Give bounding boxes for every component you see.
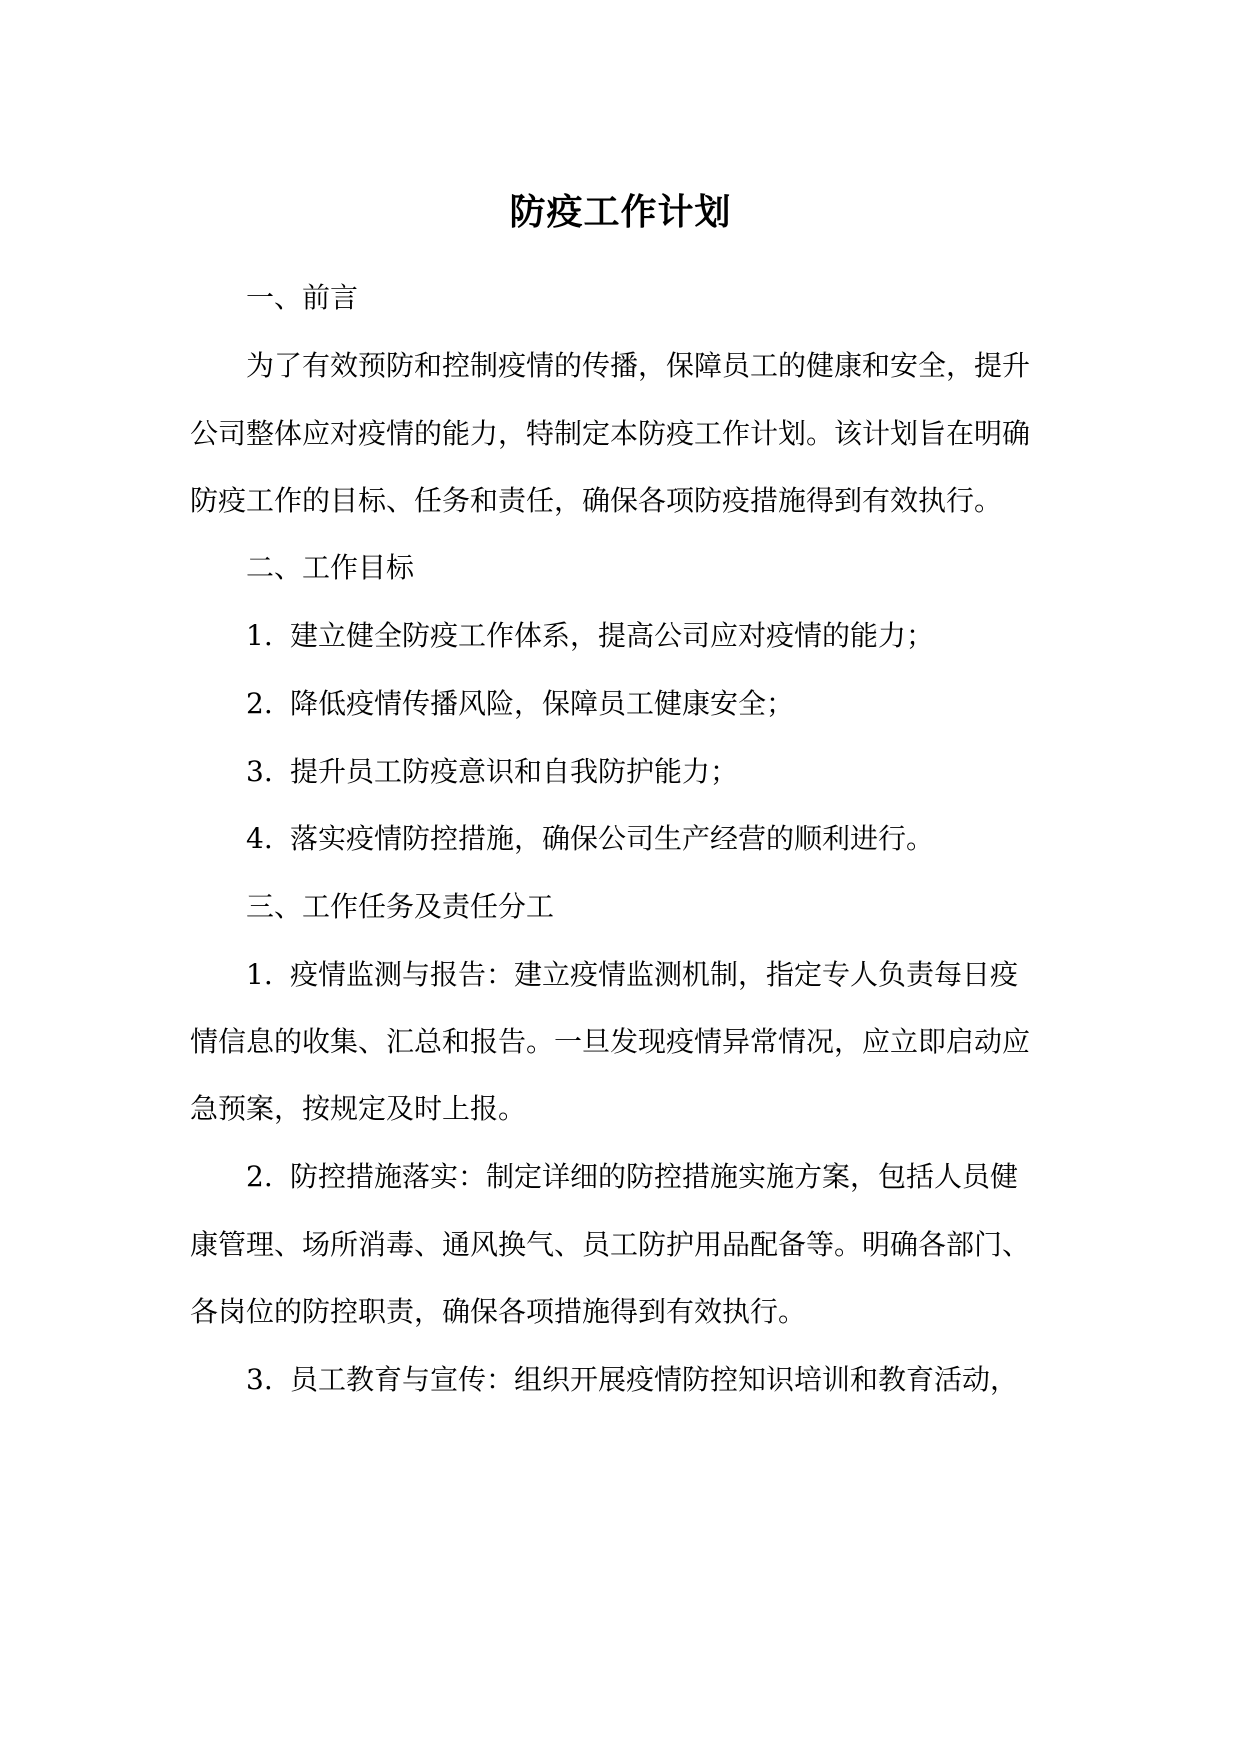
- item-text: 提升员工防疫意识和自我防护能力；: [290, 755, 739, 788]
- item-text: 员工教育与宣传：组织开展疫情防控知识培训和教育活动，: [290, 1363, 1019, 1396]
- document-title: 防疫工作计划: [509, 191, 732, 233]
- paragraph-line: 各岗位的防控职责，确保各项措施得到有效执行。: [190, 1295, 807, 1328]
- task-item: [246, 1360, 1070, 1400]
- item-text: 疫情监测与报告：建立疫情监测机制，指定专人负责每日疫: [290, 958, 1019, 991]
- item-text: 落实疫情防控措施，确保公司生产经营的顺利进行。: [290, 822, 935, 855]
- item-number: 3.: [246, 1363, 273, 1396]
- section-heading-goals: 二、工作目标: [246, 551, 415, 584]
- task-item: [246, 1157, 1070, 1197]
- paragraph-line: 情信息的收集、汇总和报告。一旦发现疫情异常情况，应立即启动应: [190, 1025, 1031, 1058]
- paragraph-line: 防疫工作的目标、任务和责任，确保各项防疫措施得到有效执行。: [190, 484, 1003, 517]
- item-number: 3.: [246, 755, 273, 788]
- item-text: 防控措施落实：制定详细的防控措施实施方案，包括人员健: [290, 1160, 1019, 1193]
- paragraph-line: 为了有效预防和控制疫情的传播，保障员工的健康和安全，提升: [246, 349, 1031, 382]
- item-number: 1.: [246, 619, 273, 652]
- item-text: 降低疫情传播风险，保障员工健康安全；: [290, 687, 795, 720]
- item-number: 2.: [246, 1160, 273, 1193]
- goal-item: [246, 819, 1070, 859]
- section-heading-preface: 一、前言: [246, 281, 359, 314]
- paragraph-line: 康管理、场所消毒、通风换气、员工防护用品配备等。明确各部门、: [190, 1228, 1031, 1261]
- section-heading-tasks: 三、工作任务及责任分工: [246, 890, 555, 923]
- item-number: 1.: [246, 958, 273, 991]
- task-item: [246, 955, 1070, 995]
- item-text: 建立健全防疫工作体系，提高公司应对疫情的能力；: [290, 619, 935, 652]
- paragraph-line: 公司整体应对疫情的能力，特制定本防疫工作计划。该计划旨在明确: [190, 417, 1031, 450]
- goal-item: [246, 684, 1070, 724]
- item-number: 2.: [246, 687, 273, 720]
- item-number: 4.: [246, 822, 273, 855]
- goal-item: [246, 752, 1070, 792]
- paragraph-line: 急预案，按规定及时上报。: [190, 1092, 527, 1125]
- goal-item: [246, 616, 1070, 656]
